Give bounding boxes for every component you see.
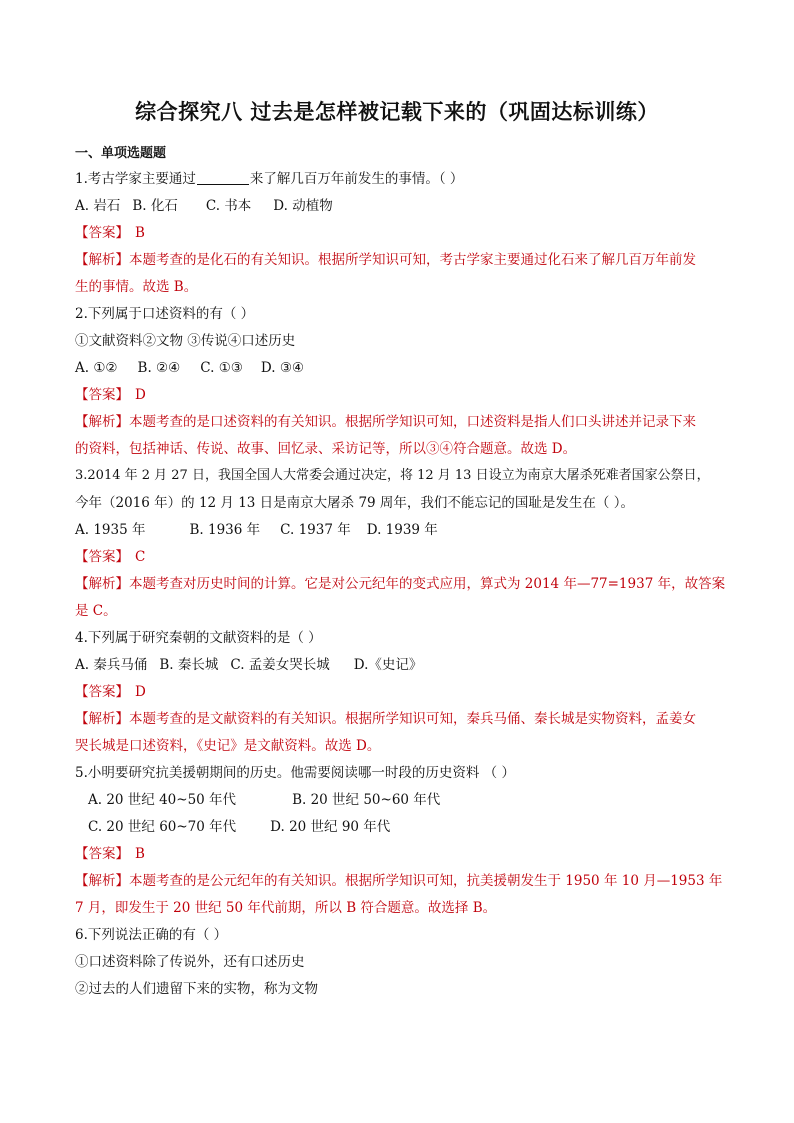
option-a: A. 1935 年 — [75, 522, 146, 538]
option-a: A. 20 世纪 40~50 年代 — [88, 792, 237, 808]
option-b: B. 化石 — [132, 198, 178, 214]
question-4-analysis-line-1 — [75, 710, 696, 728]
analysis-text: 本题考查对历史时间的计算。它是对公元纪年的变式应用，算式为 2014 年—77=1937 年，故答案 — [129, 576, 726, 592]
question-2-answer — [75, 386, 146, 404]
option-b: B. 20 世纪 50~60 年代 — [292, 792, 441, 808]
option-b: B. 秦长城 — [159, 657, 219, 673]
option-c: C. 书本 — [205, 198, 252, 214]
answer-value: D — [135, 684, 146, 700]
question-3-analysis-line-1 — [75, 575, 725, 593]
question-1-stem-part-a: 1.考古学家主要通过 — [75, 171, 196, 187]
answer-value: B — [135, 846, 145, 862]
question-4-analysis-line-2: 哭长城是口述资料，《史记》是文献资料。故选 D。 — [75, 738, 381, 754]
question-4-stem: 4.下列属于研究秦朝的文献资料的是（ ） — [75, 630, 322, 646]
answer-tag: 【答案】 — [75, 225, 129, 241]
option-a: A. 岩石 — [75, 198, 121, 214]
option-b: B. ②④ — [137, 360, 181, 376]
question-1-answer — [75, 224, 145, 242]
analysis-text: 本题考查的是公元纪年的有关知识。根据所学知识可知，抗美援朝发生于 1950 年 10 月—1953 年 — [129, 873, 723, 889]
option-a: A. 秦兵马俑 — [75, 657, 148, 673]
question-3-stem-line-2: 今年（2016 年）的 12 月 13 日是南京大屠杀 79 周年，我们不能忘记的国耻是发生在（ ）。 — [75, 495, 634, 511]
analysis-tag: 【解析】 — [75, 414, 129, 430]
analysis-tag: 【解析】 — [75, 873, 129, 889]
option-d: D.《史记》 — [353, 657, 423, 673]
question-5-options-row-1 — [88, 791, 440, 809]
question-5-stem: 5.小明要研究抗美援朝期间的历史。他需要阅读哪一时段的历史资料 （ ） — [75, 765, 515, 781]
question-4-options — [75, 656, 422, 674]
question-2-options — [75, 359, 304, 377]
option-c: C. 孟姜女哭长城 — [230, 657, 330, 673]
question-4-answer — [75, 683, 146, 701]
question-6-stem: 6.下列说法正确的有（ ） — [75, 927, 228, 943]
answer-tag: 【答案】 — [75, 387, 129, 403]
option-b: B. 1936 年 — [189, 522, 261, 538]
option-d: D. 动植物 — [273, 198, 333, 214]
option-d: D. 1939 年 — [366, 522, 438, 538]
question-2-analysis-line-2: 的资料，包括神话、传说、故事、回忆录、采访记等，所以③④符合题意。故选 D。 — [75, 441, 577, 457]
question-2-stem: 2.下列属于口述资料的有（ ） — [75, 306, 255, 322]
answer-value: B — [135, 225, 145, 241]
option-a: A. ①② — [75, 360, 118, 376]
question-1-analysis-line-2: 生的事情。故选 B。 — [75, 279, 198, 295]
analysis-tag: 【解析】 — [75, 252, 129, 268]
question-3-analysis-line-2: 是 C。 — [75, 603, 117, 619]
page-title: 综合探究八 过去是怎样被记载下来的（巩固达标训练） — [135, 99, 659, 124]
analysis-text: 本题考查的是文献资料的有关知识。根据所学知识可知，秦兵马俑、秦长城是实物资料，孟姜女 — [129, 711, 696, 727]
question-5-options-row-2 — [88, 818, 390, 836]
question-3-stem-line-1: 3.2014 年 2 月 27 日，我国全国人大常委会通过决定，将 12 月 13 日设立为南京大屠杀死难者国家公祭日， — [75, 468, 710, 483]
question-6-item-1: ①口述资料除了传说外，还有口述历史 — [75, 954, 305, 970]
option-d: D. 20 世纪 90 年代 — [270, 819, 391, 835]
question-5-answer — [75, 845, 145, 863]
question-5-analysis-line-1 — [75, 872, 722, 890]
question-3-options — [75, 521, 438, 539]
question-5-analysis-line-2: 7 月，即发生于 20 世纪 50 年代前期，所以 B 符合题意。故选择 B。 — [75, 900, 497, 916]
analysis-tag: 【解析】 — [75, 576, 129, 592]
option-c: C. 1937 年 — [280, 522, 351, 538]
analysis-tag: 【解析】 — [75, 711, 129, 727]
fill-blank — [197, 170, 249, 185]
answer-tag: 【答案】 — [75, 684, 129, 700]
question-2-analysis-line-1 — [75, 413, 696, 431]
answer-tag: 【答案】 — [75, 846, 129, 862]
option-c: C. ①③ — [200, 360, 243, 376]
question-1-stem-part-b: 来了解几百万年前发生的事情。（ ） — [249, 171, 464, 187]
section-heading: 一、单项选题题 — [75, 146, 167, 161]
question-2-items: ①文献资料②文物 ③传说④口述历史 — [75, 333, 296, 349]
question-3-answer — [75, 548, 145, 566]
analysis-text: 本题考查的是化石的有关知识。根据所学知识可知，考古学家主要通过化石来了解几百万年前发 — [129, 252, 696, 268]
question-1-options — [75, 197, 333, 215]
answer-value: D — [135, 387, 146, 403]
option-c: C. 20 世纪 60~70 年代 — [88, 819, 237, 835]
analysis-text: 本题考查的是口述资料的有关知识。根据所学知识可知，口述资料是指人们口头讲述并记录下来 — [129, 414, 696, 430]
option-d: D. ③④ — [260, 360, 305, 376]
question-1-analysis-line-1 — [75, 251, 696, 269]
answer-value: C — [135, 549, 146, 565]
question-1-stem — [75, 170, 463, 188]
question-6-item-2: ②过去的人们遗留下来的实物，称为文物 — [75, 981, 318, 997]
answer-tag: 【答案】 — [75, 549, 129, 565]
